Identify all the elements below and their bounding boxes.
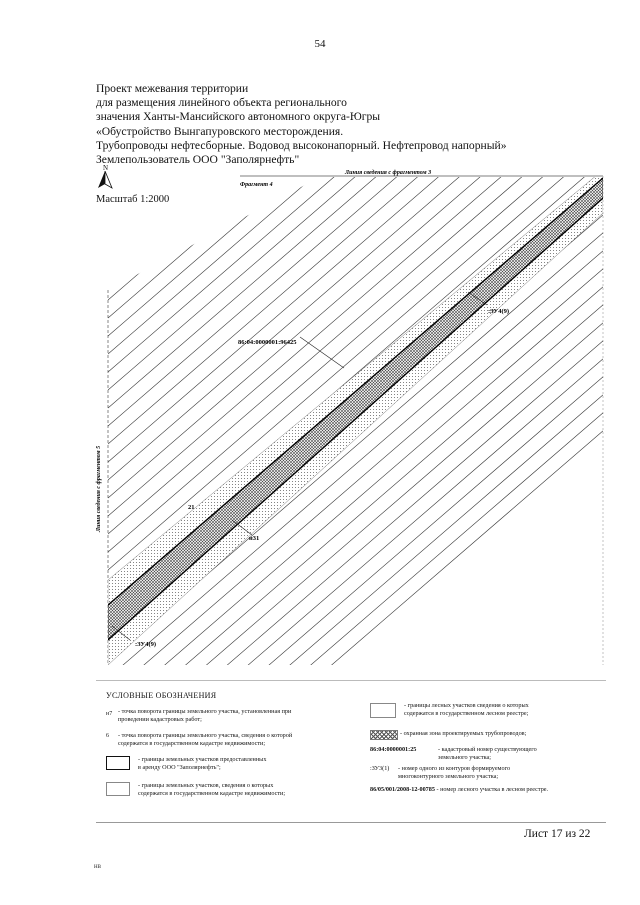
legend-text: земельного участка; [438,754,491,761]
legend-text: содержатся в государственном кадастре недвижимости; [138,790,286,797]
legend-swatch [370,703,396,718]
legend-text: содержатся в государственном лесном реестре; [404,710,529,717]
legend-text: содержатся в государственном кадастре недвижимости; [118,740,266,747]
legend-item-cadastral-number [370,746,606,762]
legend-code: 86:04:0000001:25 [370,746,417,753]
legend-item-forest-number [370,786,630,794]
pipeline-corridor [108,178,603,640]
legend-text: - номер лесного участка в лесном реестре. [436,786,549,793]
legend-text: - границы земельных участков, сведения о которых [138,782,274,789]
north-label: N [103,164,109,172]
legend-text: многоконтурного земельного участка; [398,773,499,780]
legend-code: 86/05/001/2008-12-00785 [370,786,435,793]
protection-zone-lower [108,195,603,665]
legend-text: - границы земельных участков предоставленных [138,756,267,763]
legend-text: - точка поворота границы земельного участка, установленная при [118,708,292,715]
parcel-line [108,269,603,696]
legend-code: :ЗУ3(1) [370,765,390,772]
legend-text: - охранная зона проектируемых трубопроводов; [400,730,527,737]
title-line: Землепользователь ООО "Заполярнефть" [96,153,300,167]
parcel-line [108,0,603,336]
parcel-label-upper: :ЗУ4(9) [488,308,510,315]
allotment-boundary [108,178,603,605]
sheet-number: Лист 17 из 22 [524,828,591,840]
fragment-label: Фрагмент 4 [240,182,273,188]
title-line: Трубопроводы нефтесборные. Водовод высоконапорный. Нефтепровод напорный» [96,138,507,152]
parcel-line [108,0,603,426]
point-label-n31: н31 [249,535,260,542]
legend-item-cadastre-boundary [106,782,356,798]
legend-text: - номер одного из контуров формируемого [398,765,511,772]
title-line: «Обустройство Вынгапуровского месторождения. [96,124,344,138]
page-number: 54 [314,38,326,50]
leader-line [300,337,344,368]
scale-label: Масштаб 1:2000 [96,194,170,205]
legend-swatch [106,756,130,770]
title-line: для размещения линейного объекта регионального [96,96,347,110]
legend-text: - точка поворота границы земельного участка, сведения о которой [118,732,293,739]
legend-item-forest-boundary [370,702,606,718]
junction-line-label-top: Линия сведения с фрагментом 3 [345,170,432,176]
legend-item-protection-zone [370,730,606,738]
legend-text: проведении кадастровых работ; [118,716,202,723]
parcel-line [108,287,603,714]
divider [96,822,606,823]
legend [106,691,606,797]
legend-item-contour-number [370,765,606,781]
title-line: Проект межевания территории [96,82,249,95]
legend-swatch [370,730,398,740]
parcel-line [108,143,603,570]
parcel-line [108,0,603,390]
parcel-line [108,251,603,678]
legend-text: - кадастровый номер существующего [438,746,537,753]
legend-symbol: 6 [106,733,109,739]
legend-text: в аренду ООО "Заполярнефть"; [138,764,221,771]
allotment-boundary [108,198,603,640]
footer-mark: HB [94,865,101,870]
legend-item-lease-boundary [106,756,356,772]
legend-symbol: н7 [106,711,113,717]
parcel-line [108,0,603,408]
title-line: значения Ханты-Мансийского автономного округа-Югры [96,110,381,124]
legend-swatch [106,782,130,796]
cadastral-number-label: 86:04:0000001:96425 [238,339,297,346]
parcel-line [108,0,603,354]
legend-item-existing-point [106,732,356,748]
parcel-line [108,89,603,516]
divider [96,680,606,681]
junction-line-label-left: Линия сведения с фрагментом 5 [96,445,102,532]
parcel-line [108,0,603,372]
legend-title: УСЛОВНЫЕ ОБОЗНАЧЕНИЯ [106,691,217,700]
legend-item-new-point [106,708,356,724]
parcel-line [108,125,603,552]
point-label-21: 21 [188,504,195,511]
legend-text: - границы лесных участков сведения о которых [404,702,529,709]
parcel-label-lower: :ЗУ4(9) [135,641,157,648]
